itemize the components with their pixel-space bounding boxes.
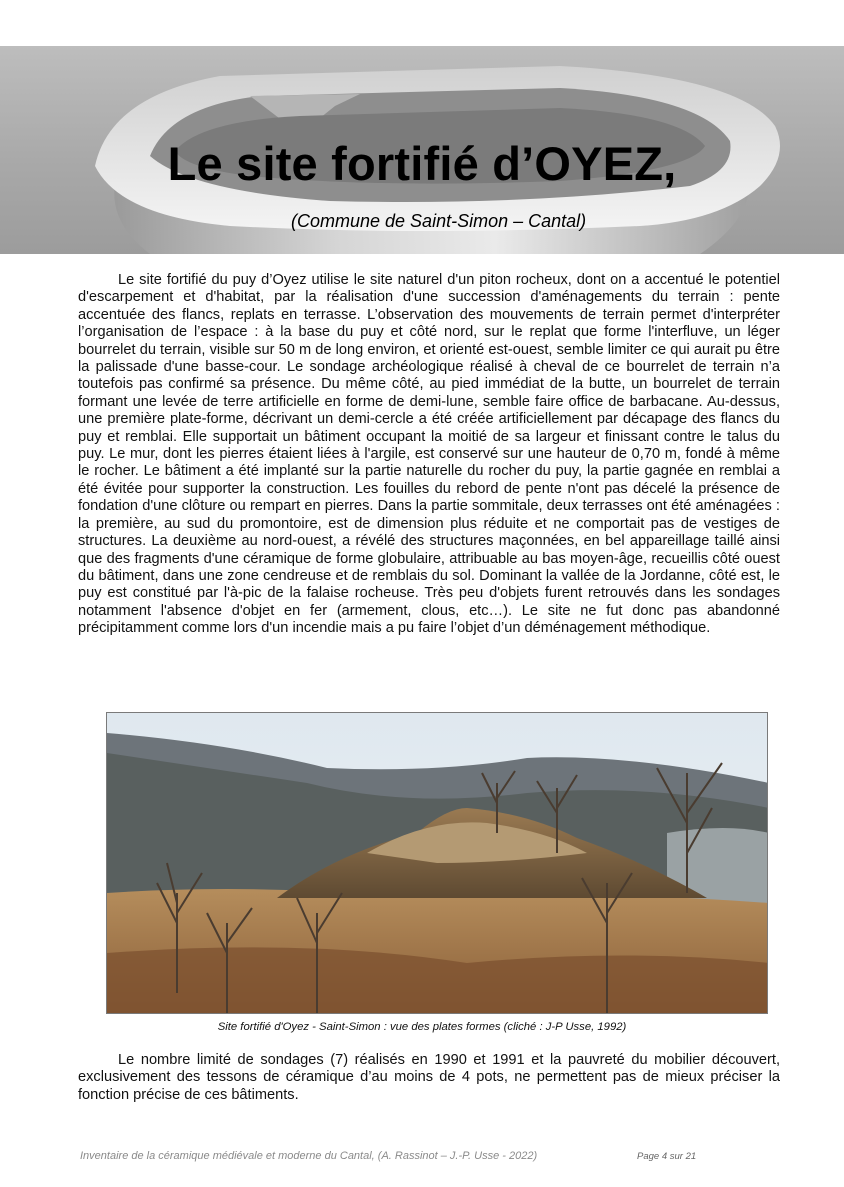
photo-caption: Site fortifié d'Oyez - Saint-Simon : vue des plates formes (cliché : J-P Usse, 1992)	[217, 1021, 627, 1033]
landscape-photo-illustration	[107, 713, 768, 1014]
page-subtitle: (Commune de Saint-Simon – Cantal)	[291, 211, 587, 231]
header-banner	[0, 46, 844, 254]
intro-paragraph: Le site fortifié du puy d’Oyez utilise le site naturel d'un piton rocheux, dont on a accentué le potentiel d'escarpement et d'habitat, par la réalisation d'une succession d'aménagements du terrain : pente accentuée des flancs, replats en terrasse. L’observation des mouvements de terrain permet d'interpréter l’organisation de l’espace : à la base du puy et côté nord, sur le replat que forme l'interfluve, un léger bourrelet du terrain, visible sur 50 m de long environ, et orienté est-ouest, semble limiter ce qui aurait pu être la palissade d'une basse-cour. Le sondage archéologique réalisé à cheval de ce bourrelet de terrain n’a toutefois pas confirmé sa présence. Du même côté, au pied immédiat de la butte, un bourrelet de terrain formant une levée de terre artificielle en forme de demi-lune, semble faire office de barbacane. Au-dessus, une première plate-forme, décrivant un demi-cercle a été créée artificiellement par décapage des flancs du puy et remblai. Elle supportait un bâtiment occupant la moitié de sa largeur et finissant contre le talus du puy. Le mur, dont les pierres étaient liées à l'argile, est conservé sur une hauteur de 0,70 m, fondé à même le rocher. Le bâtiment a été implanté sur la partie naturelle du rocher du puy, la partie gagnée en remblai a été évitée pour supporter la construction. Les fouilles du rebord de pente n'ont pas décelé la présence de fondation d'une clôture ou rempart en pierres. Dans la partie sommitale, deux terrasses ont été aménagées : la première, au sud du promontoire, est de dimension plus réduite et ne comportait pas de vestiges de structures. La deuxième au nord-ouest, a révélé des structures maçonnées, en bel appareillage taillé ainsi que des fragments d'une céramique de forme globulaire, attribuable au bas moyen-âge, recueillis côté ouest du bâtiment, dans une zone cendreuse et de remblais du sol. Dominant la vallée de la Jordanne, côté est, le puy est constitué par l'à-pic de la falaise rocheuse. Très peu d'objets furent retrouvés dans les sondages notamment l'absence d'objet en fer (armement, clous, etc…). Le site ne fut donc pas abandonné précipitamment comme lors d'un incendie mais a pu faire l’objet d’un déménagement méthodique.	[78, 272, 780, 637]
page-number: Page 4 sur 21	[637, 1151, 697, 1162]
footer-citation: Inventaire de la céramique médiévale et moderne du Cantal, (A. Rassinot – J.-P. Usse - 2022)	[80, 1150, 538, 1162]
closing-paragraph: Le nombre limité de sondages (7) réalisés en 1990 et 1991 et la pauvreté du mobilier découvert, exclusivement des tessons de céramique d’au moins de 4 pots, ne permettent pas de mieux préciser la fonction précise de ces bâtiments.	[78, 1052, 780, 1103]
page-title: Le site fortifié d’OYEZ,	[167, 137, 677, 190]
site-photo	[106, 712, 768, 1014]
